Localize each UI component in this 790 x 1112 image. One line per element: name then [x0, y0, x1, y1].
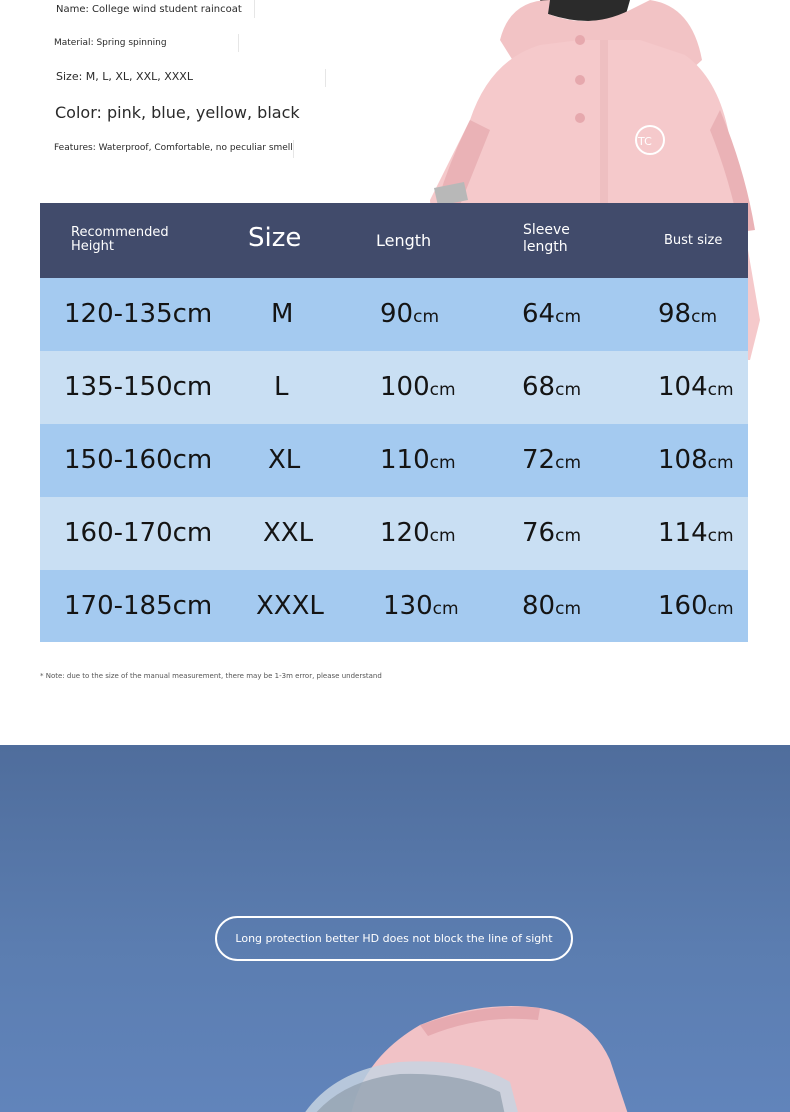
unit-label: cm [707, 380, 734, 400]
table-row [40, 570, 748, 642]
cell-length-value: 100 [380, 372, 430, 402]
cell-length-value: 130 [383, 591, 433, 621]
cell-length [380, 351, 456, 424]
unit-label: cm [707, 599, 734, 619]
header-height-line2: Height [71, 239, 114, 254]
unit-label: cm [691, 307, 718, 327]
measurement-note: * Note: due to the size of the manual measurement, there may be 1-3m error, please understand [40, 672, 382, 680]
unit-label: cm [429, 526, 456, 546]
header-sleeve-line2: length [523, 239, 568, 255]
cell-sleeve-value: 72 [522, 445, 556, 475]
cell-bust-value: 98 [658, 299, 692, 329]
divider-tick [293, 140, 294, 158]
unit-label: cm [555, 380, 582, 400]
table-row [40, 278, 748, 351]
header-sleeve-length [523, 222, 570, 256]
header-sleeve-line1: Sleeve [523, 222, 570, 238]
cell-bust [658, 351, 734, 424]
size-chart-header [40, 203, 748, 278]
cell-sleeve [522, 351, 581, 424]
unit-label: cm [432, 599, 459, 619]
cell-sleeve [522, 570, 581, 643]
cell-height: 160-170cm [64, 518, 213, 548]
cell-sleeve-value: 64 [522, 299, 556, 329]
unit-label: cm [429, 453, 456, 473]
table-row [40, 497, 748, 570]
header-recommended-height [71, 226, 169, 254]
unit-label: cm [555, 526, 582, 546]
cell-length [383, 570, 459, 643]
cell-height: 170-185cm [64, 591, 213, 621]
cell-sleeve-value: 76 [522, 518, 556, 548]
table-row [40, 424, 748, 497]
cell-bust [658, 424, 734, 497]
product-colors: Color: pink, blue, yellow, black [55, 103, 300, 122]
cell-bust [658, 278, 717, 351]
cell-bust [658, 570, 734, 643]
divider-tick [238, 34, 239, 52]
unit-label: cm [429, 380, 456, 400]
cell-sleeve-value: 80 [522, 591, 556, 621]
cell-bust [658, 497, 734, 570]
hood-visor-image [270, 1000, 650, 1112]
cell-sleeve [522, 424, 581, 497]
cell-length [380, 497, 456, 570]
cell-height: 150-160cm [64, 445, 213, 475]
cell-bust-value: 114 [658, 518, 708, 548]
unit-label: cm [555, 307, 582, 327]
cell-sleeve [522, 278, 581, 351]
product-features: Features: Waterproof, Comfortable, no peculiar smell [54, 143, 293, 153]
size-chart-table [40, 203, 748, 642]
header-height-line1: Recommended [71, 225, 169, 240]
product-name: Name: College wind student raincoat [56, 4, 242, 15]
cell-length-value: 110 [380, 445, 430, 475]
unit-label: cm [707, 453, 734, 473]
svg-text:TC: TC [638, 135, 652, 148]
cell-bust-value: 160 [658, 591, 708, 621]
cell-size: XXL [263, 518, 314, 548]
header-length: Length [376, 231, 432, 250]
cell-length [380, 424, 456, 497]
cell-size: XL [268, 445, 301, 475]
cell-sleeve [522, 497, 581, 570]
header-bust-size: Bust size [664, 233, 723, 248]
feature-caption-pill: Long protection better HD does not block the line of sight [215, 916, 573, 961]
cell-height: 120-135cm [64, 299, 213, 329]
cell-size: XXXL [256, 591, 324, 621]
cell-length-value: 120 [380, 518, 430, 548]
cell-sleeve-value: 68 [522, 372, 556, 402]
cell-bust-value: 104 [658, 372, 708, 402]
cell-length-value: 90 [380, 299, 414, 329]
cell-bust-value: 108 [658, 445, 708, 475]
divider-tick [254, 0, 255, 18]
product-sizes: Size: M, L, XL, XXL, XXXL [56, 70, 193, 83]
unit-label: cm [707, 526, 734, 546]
cell-size: M [271, 299, 294, 329]
header-size: Size [248, 223, 302, 253]
feature-banner [0, 745, 790, 1112]
unit-label: cm [555, 599, 582, 619]
cell-size: L [274, 372, 289, 402]
unit-label: cm [555, 453, 582, 473]
cell-height: 135-150cm [64, 372, 213, 402]
product-material: Material: Spring spinning [54, 38, 167, 48]
table-row [40, 351, 748, 424]
unit-label: cm [413, 307, 440, 327]
cell-length [380, 278, 439, 351]
divider-tick [325, 69, 326, 87]
